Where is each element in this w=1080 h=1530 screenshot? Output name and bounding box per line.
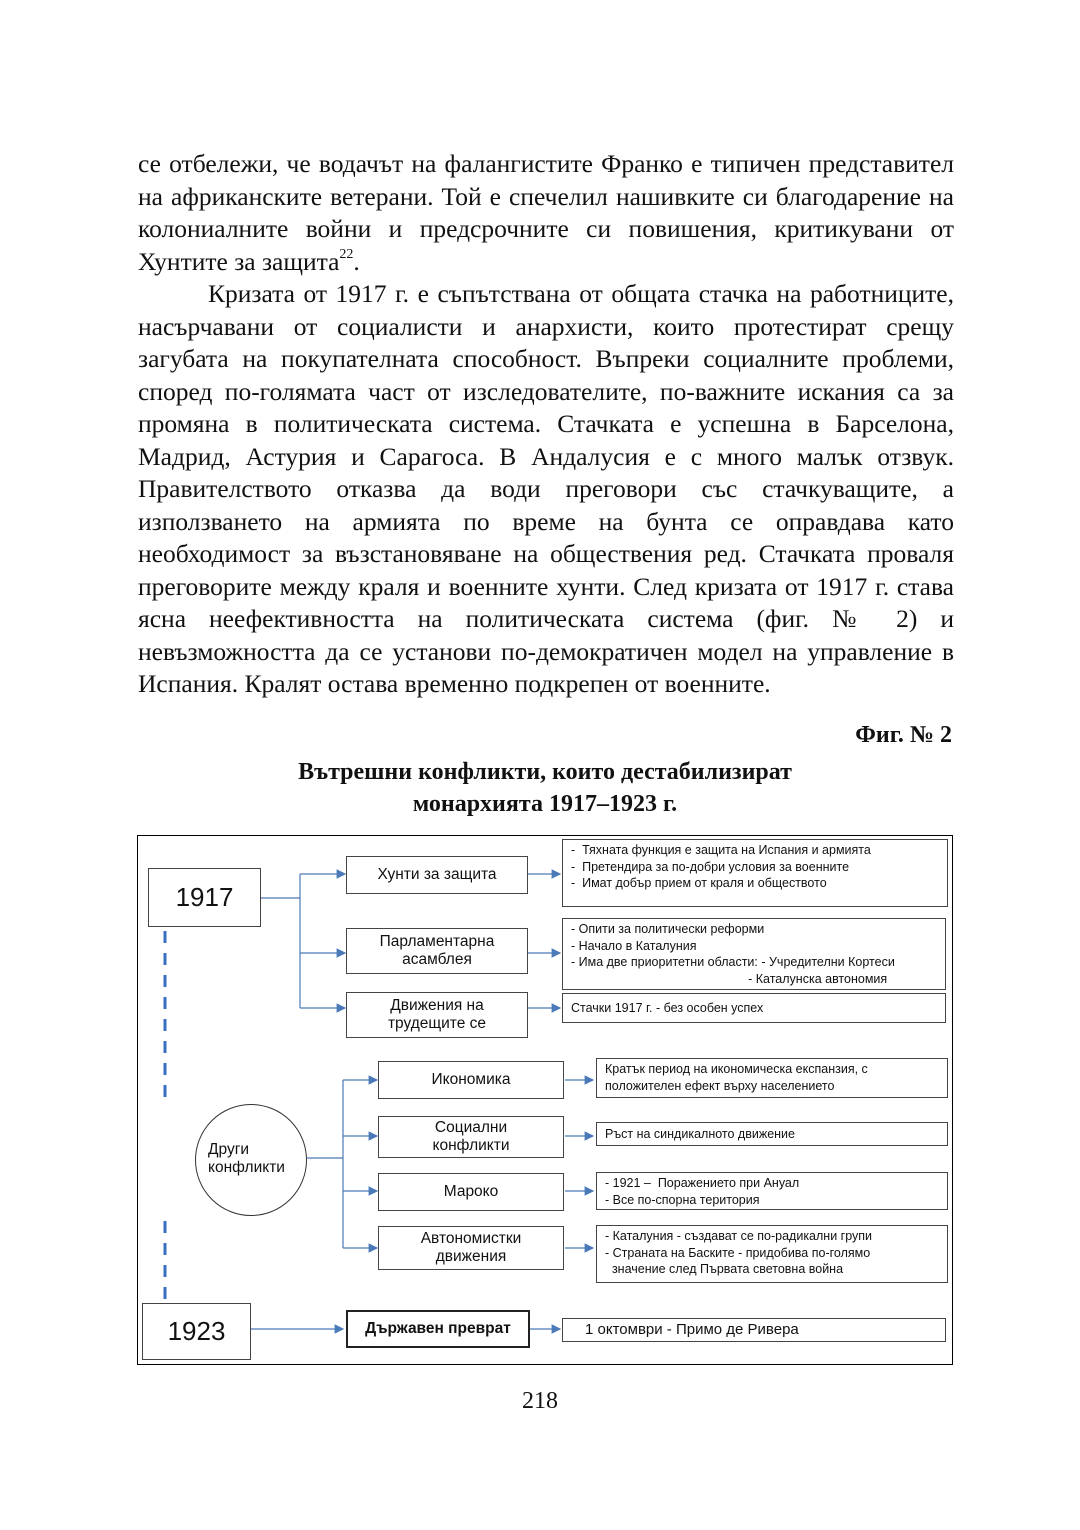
info-social-conflicts: Ръст на синдикалното движение [596, 1122, 948, 1146]
info-economy: Кратък период на икономическа експанзия, с положителен ефект върху населението [596, 1058, 948, 1098]
paragraph-2: Кризата от 1917 г. е съпътствана от общата стачка на работниците, насърчавани от социалисти и анархисти, които протестират срещу загубата на покупателната способност. Въпреки социалните проблеми, според по-голямата част от изследователите, по-важните искания са за промяна в политическата система. Стачката е успешна в Барселона, Мадрид, Астурия и Сарагоса. В Андалусия е с много малък отзвук. Правителството отказва да води преговори със стачкуващите, а използването на армията по време на бунта се оправдава като необходимост за възстановяване на обществения ред. Стачката проваля преговорите между краля и военните хунти. След кризата от 1917 г. става ясна неефективността на политическата система (фиг. № 2) и невъзможността да се установи по-демократичен модел на управление в Испания. Кралят остава временно подкрепен от военните. [138, 279, 954, 698]
info-morocco: - 1921 – Поражението при Ануал - Все по-спорна територия [596, 1172, 948, 1210]
info-parliamentary-assembly: - Опити за политически реформи - Начало в Каталуния - Има две приоритетни области: - Учредителни Кортеси - Каталунска автономия [562, 918, 946, 990]
topic-morocco: Мароко [378, 1173, 564, 1211]
year-1917-box: 1917 [148, 868, 261, 927]
figure-title: Вътрешни конфликти, които дестабилизират монархията 1917–1923 г. [298, 759, 792, 817]
topic-coup-detat: Държавен преврат [346, 1310, 530, 1348]
topic-social-conflicts: Социални конфликти [378, 1116, 564, 1158]
figure-label: Фиг. № 2 [855, 722, 952, 748]
info-juntas-defense: - Тяхната функция е защита на Испания и армията - Претендира за по-добри условия за военните - Имат добър прием от краля и обществото [562, 839, 948, 907]
body-text [138, 148, 954, 701]
topic-economy: Икономика [378, 1061, 564, 1099]
info-autonomist-movements: - Каталуния - създават се по-радикални групи - Страната на Баските - придобива по-голямо значение след Първата световна война [596, 1225, 948, 1283]
paragraph-1: се отбележи, че водачът на фалангистите Франко е типичен представител на африканските ветерани. Той е спечелил нашивките си благодарение на колониалните войни и предсрочните си повишения, критикувани от Хунтите за защита$^{22}$. [138, 149, 954, 276]
footnote-ref: 22 [339, 247, 354, 262]
info-coup-detat: 1 октомври - Примо де Ривера [562, 1318, 946, 1342]
other-conflicts-circle: Други конфликти [195, 1104, 307, 1216]
page-number: 218 [522, 1388, 558, 1414]
topic-juntas-defense: Хунти за защита [346, 856, 528, 894]
year-1923-box: 1923 [142, 1303, 251, 1360]
topic-parliamentary-assembly: Парламентарна асамблея [346, 928, 528, 974]
info-workers-movements: Стачки 1917 г. - без особен успех [562, 993, 946, 1023]
conflicts-diagram [137, 835, 953, 1365]
topic-autonomist-movements: Автономистки движения [378, 1226, 564, 1270]
topic-workers-movements: Движения на трудещите се [346, 992, 528, 1038]
